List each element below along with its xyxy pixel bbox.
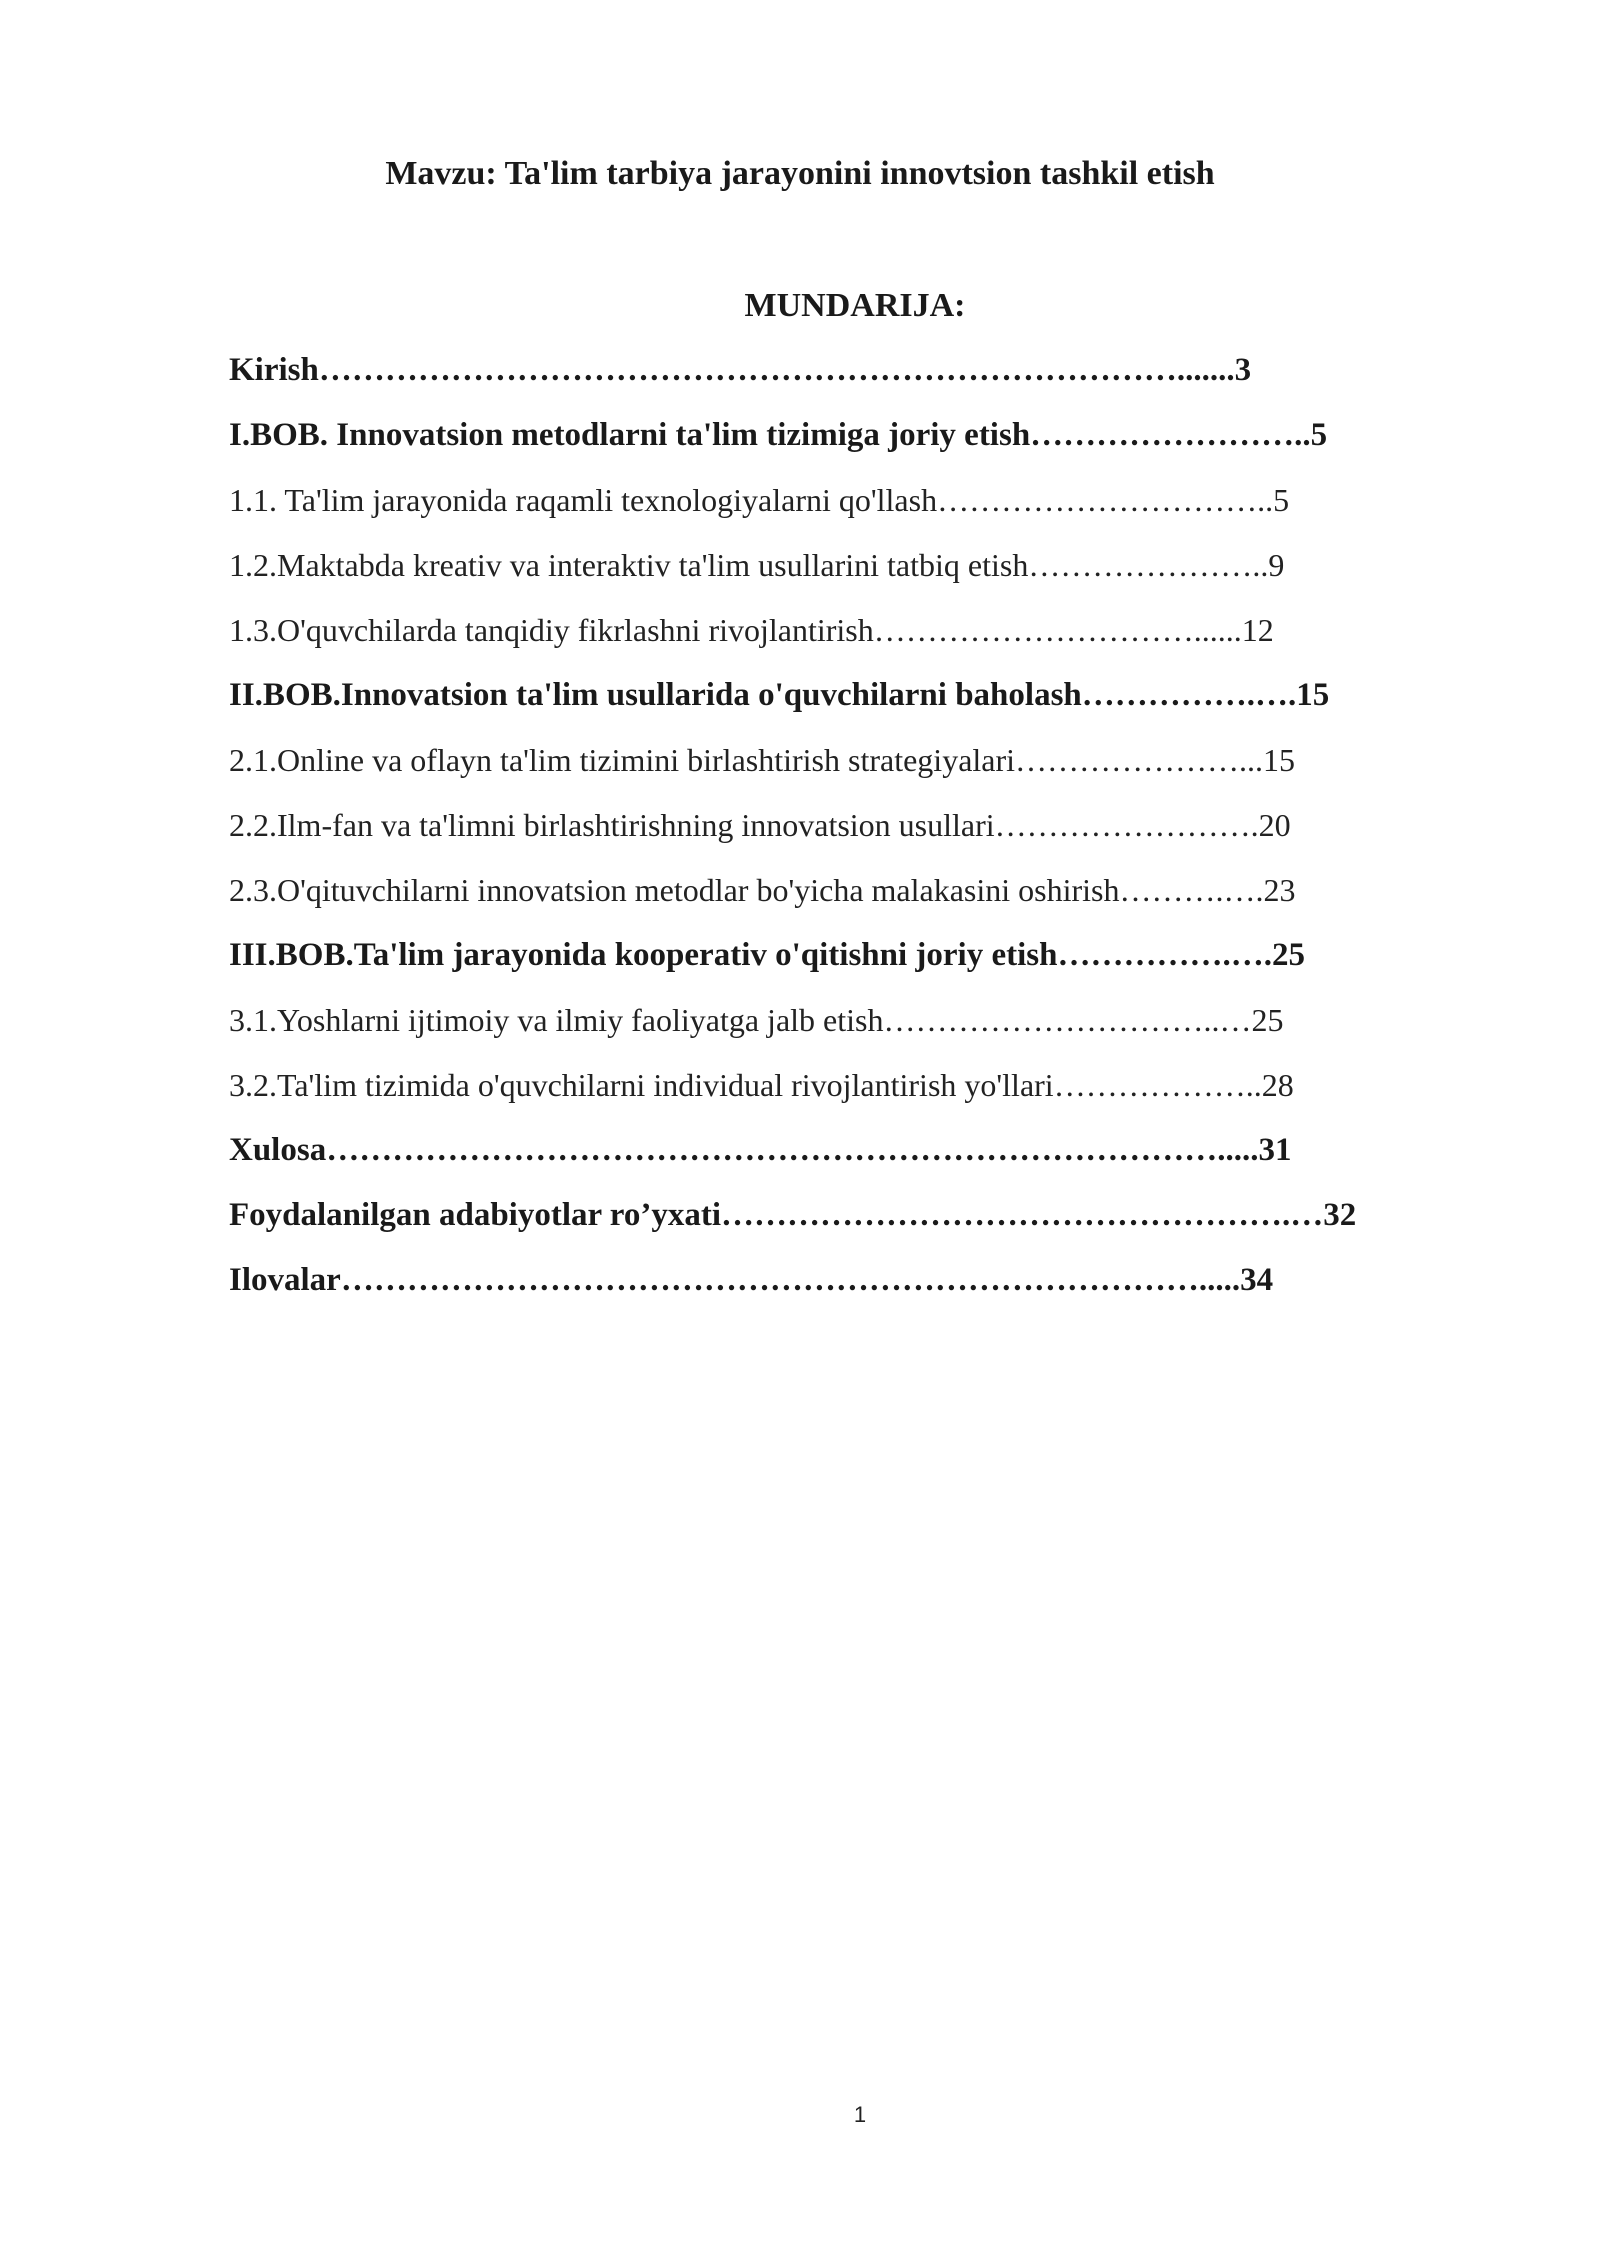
toc-entry-section-3-2: 3.2.Ta'lim tizimida o'quvchilarni individual rivojlantirish yo'llari………………..28	[229, 1067, 1294, 1103]
toc-entry-references: Foydalanilgan adabiyotlar ro’yxati…………………………………………….…32	[229, 1197, 1357, 1233]
toc-entry-section-2-1: 2.1.Online va oflayn ta'lim tizimini birlashtirish strategiyalari…………………...15	[229, 742, 1296, 778]
toc-entry-chapter-1: I.BOB. Innovatsion metodlarni ta'lim tizimiga joriy etish……………………..5	[229, 417, 1328, 453]
toc-entry-section-1-2: 1.2.Maktabda kreativ va interaktiv ta'lim usullarini tatbiq etish…………………..9	[229, 547, 1285, 583]
toc-entry-conclusion: Xulosa……………………………………………………………………….....31	[229, 1132, 1292, 1168]
toc-entry-chapter-2: II.BOB.Innovatsion ta'lim usullarida o'quvchilarni baholash…………….….15	[229, 677, 1330, 713]
toc-entry-chapter-3: III.BOB.Ta'lim jarayonida kooperativ o'qitishni joriy etish…………….….25	[229, 937, 1305, 973]
toc-entry-introduction: Kirish…………………………………………………………………….......3	[229, 352, 1252, 388]
contents-heading: MUNDARIJA:	[744, 287, 966, 324]
page-number: 1	[853, 2102, 867, 2127]
toc-entry-section-2-2: 2.2.Ilm-fan va ta'limni birlashtirishning innovatsion usullari…………………….20	[229, 807, 1291, 843]
toc-entry-section-2-3: 2.3.O'qituvchilarni innovatsion metodlar bo'yicha malakasini oshirish……….….23	[229, 872, 1296, 908]
toc-entry-appendices: Ilovalar…………………………………………………………………….....34	[229, 1262, 1274, 1298]
toc-entry-section-3-1: 3.1.Yoshlarni ijtimoiy va ilmiy faoliyatga jalb etish…………………………..…25	[229, 1002, 1284, 1038]
topic-title: Mavzu: Ta'lim tarbiya jarayonini innovtsion tashkil etish	[385, 155, 1215, 192]
toc-entry-section-1-1: 1.1. Ta'lim jarayonida raqamli texnologiyalarni qo'llash…………………………..5	[229, 482, 1290, 518]
toc-entry-section-1-3: 1.3.O'quvchilarda tanqidiy fikrlashni rivojlantirish…………………………......12	[229, 612, 1274, 648]
